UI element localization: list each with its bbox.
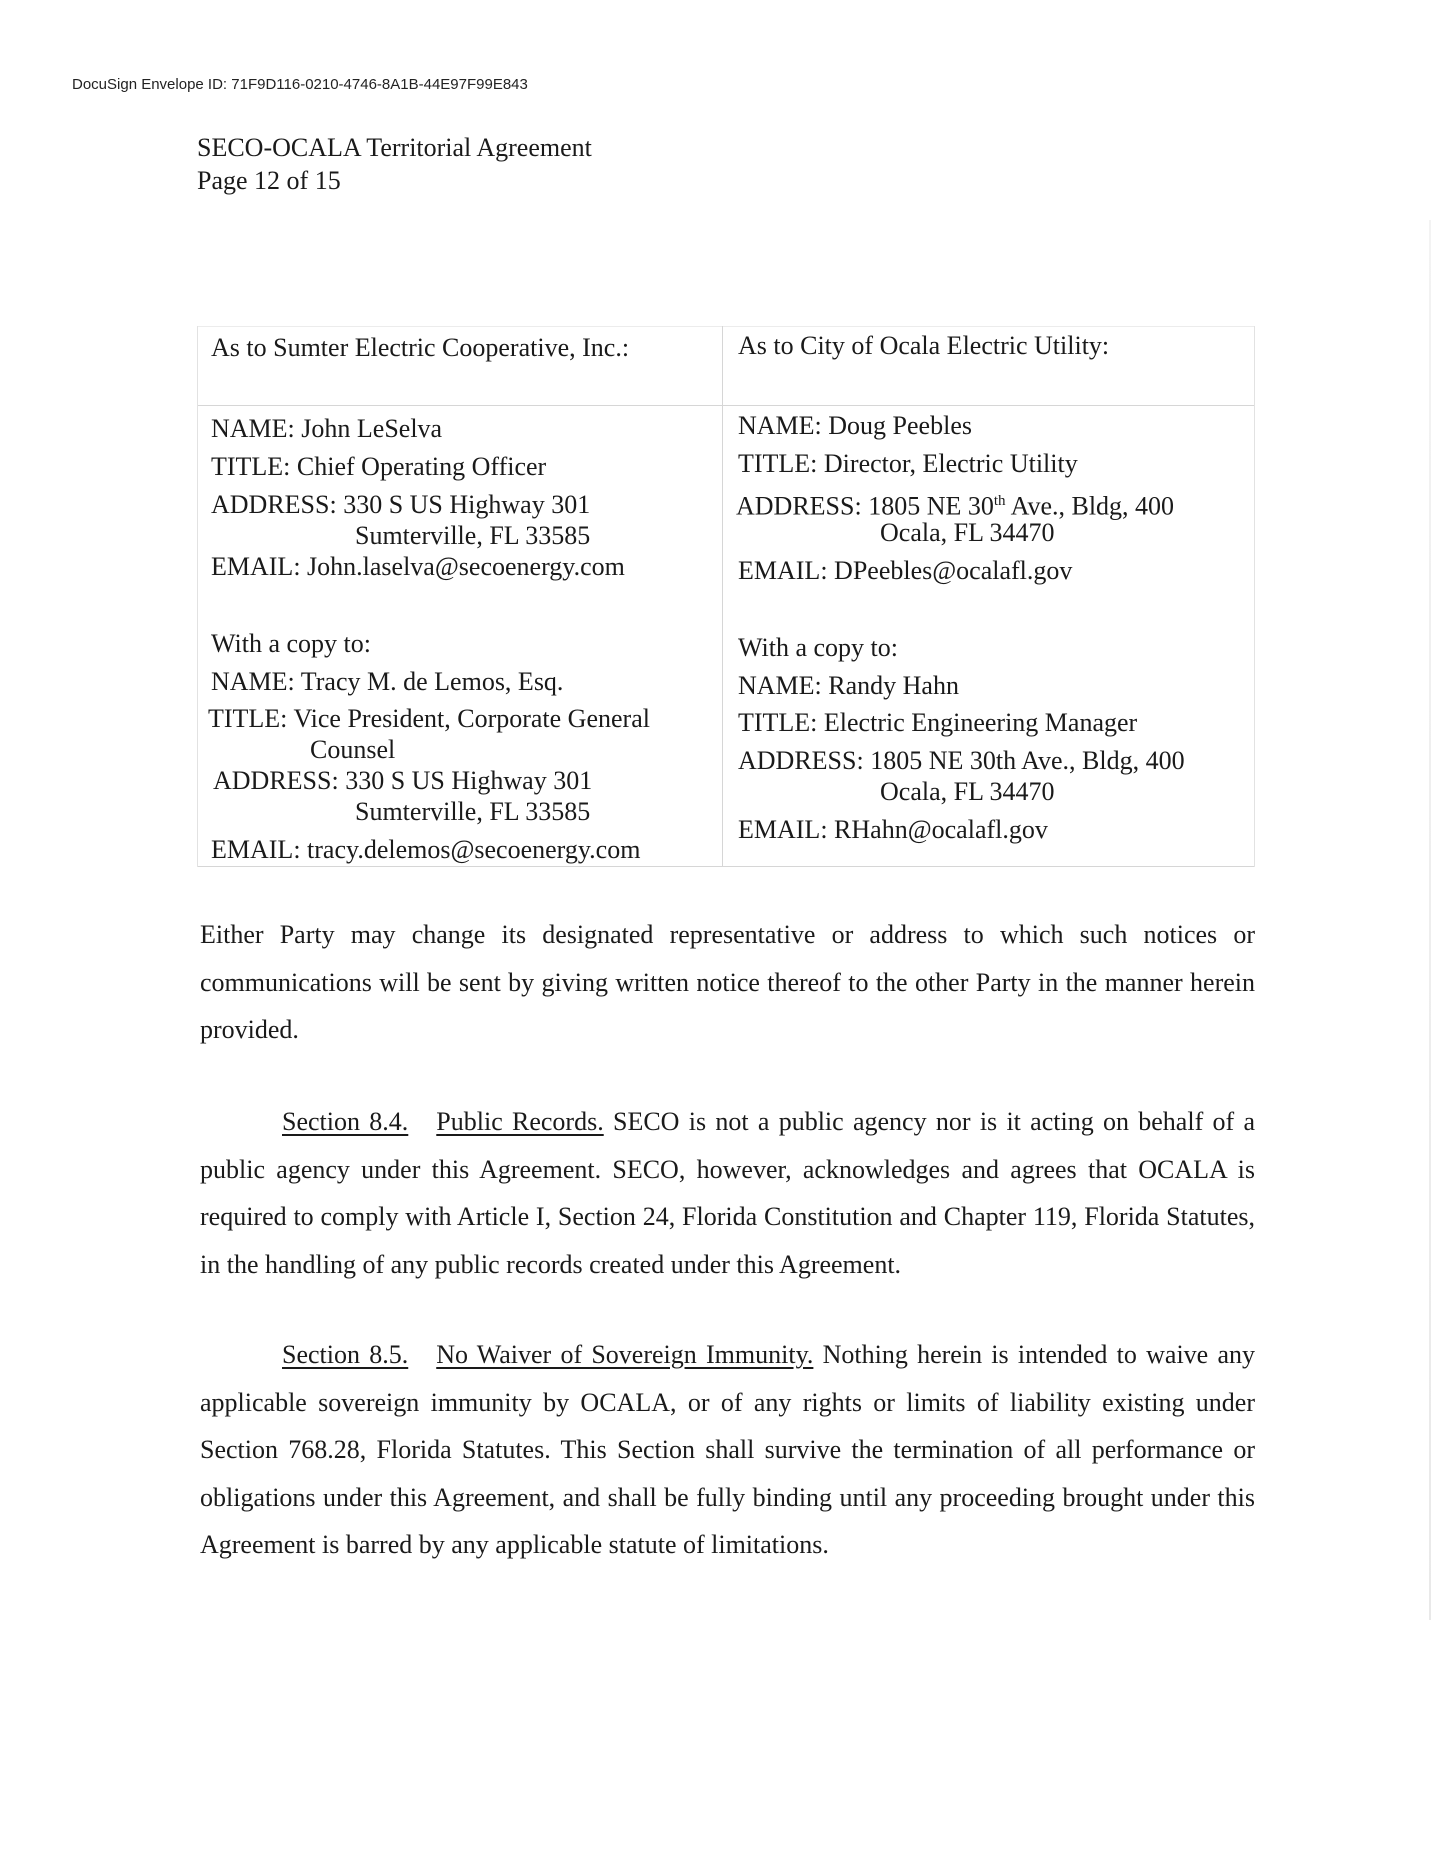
ocala-name: NAME: Doug Peebles [738, 411, 972, 440]
ocala-copy-address-line1: ADDRESS: 1805 NE 30th Ave., Bldg, 400 [738, 746, 1185, 775]
ocala-copy-name: NAME: Randy Hahn [738, 671, 959, 700]
seco-copy-title-line2: Counsel [310, 735, 396, 764]
ocala-email: EMAIL: DPeebles@ocalafl.gov [738, 556, 1073, 585]
seco-address-line2: Sumterville, FL 33585 [355, 521, 591, 550]
table-column-divider [722, 326, 723, 867]
section-8-5-number: Section 8.5. [282, 1340, 409, 1369]
document-title: SECO-OCALA Territorial Agreement [197, 133, 592, 162]
section-8-4-text: SECO is not a public agency nor is it acting on behalf of a public agency under this Agreement. SECO, however, acknowledges and agrees that OCALA is required to comply with Article I, Section 24, Florida Constitution and Chapter 119, Florida Statutes, in the handling of any public records created under this Agreement. [200, 1107, 1255, 1279]
ocala-copy-address-line2: Ocala, FL 34470 [880, 777, 1055, 806]
ocala-title: TITLE: Director, Electric Utility [738, 449, 1078, 478]
seco-copy-address-line2: Sumterville, FL 33585 [355, 797, 591, 826]
seco-name: NAME: John LeSelva [211, 414, 443, 443]
table-bottom-border [197, 866, 1255, 867]
section-8-5-paragraph [200, 1331, 1255, 1569]
ocala-copy-title: TITLE: Electric Engineering Manager [738, 708, 1138, 737]
ocala-copy-label: With a copy to: [738, 633, 898, 662]
ocala-copy-email: EMAIL: RHahn@ocalafl.gov [738, 815, 1048, 844]
ocala-address-line1: ADDRESS: 1805 NE 30th Ave., Bldg, 400 [736, 491, 1175, 521]
ocala-heading: As to City of Ocala Electric Utility: [738, 331, 1110, 360]
section-8-4-number: Section 8.4. [282, 1107, 409, 1136]
seco-heading: As to Sumter Electric Cooperative, Inc.: [211, 333, 630, 362]
table-row-divider [197, 405, 1255, 406]
section-8-4-paragraph [200, 1098, 1255, 1288]
seco-address-line1: ADDRESS: 330 S US Highway 301 [211, 490, 591, 519]
table-left-border [197, 326, 198, 867]
change-representative-paragraph: Either Party may change its designated representative or address to which such notices or communications will be sent by giving written notice thereof to the other Party in the manner herein provided. [200, 920, 1255, 1044]
ocala-address-line2: Ocala, FL 34470 [880, 518, 1055, 547]
seco-copy-title-line1: TITLE: Vice President, Corporate General [208, 704, 650, 733]
seco-copy-name: NAME: Tracy M. de Lemos, Esq. [211, 667, 564, 696]
section-8-5-heading: No Waiver of Sovereign Immunity. [436, 1340, 814, 1369]
page-number: Page 12 of 15 [197, 166, 341, 195]
seco-email: EMAIL: John.laselva@secoenergy.com [211, 552, 625, 581]
seco-copy-label: With a copy to: [211, 629, 371, 658]
table-right-border [1254, 326, 1255, 867]
docusign-envelope-id: DocuSign Envelope ID: 71F9D116-0210-4746-8A1B-44E97F99E843 [72, 76, 528, 93]
section-8-5-text: Nothing herein is intended to waive any applicable sovereign immunity by OCALA, or of any rights or limits of liability existing under Section 768.28, Florida Statutes. This Section shall survive the termination of all performance or obligations under this Agreement, and shall be fully binding until any proceeding brought under this Agreement is barred by any applicable statute of limitations. [200, 1340, 1255, 1559]
seco-copy-address-line1: ADDRESS: 330 S US Highway 301 [213, 766, 593, 795]
seco-title: TITLE: Chief Operating Officer [211, 452, 547, 481]
seco-copy-email: EMAIL: tracy.delemos@secoenergy.com [211, 835, 641, 864]
section-8-4-heading: Public Records. [436, 1107, 604, 1136]
table-top-border [197, 326, 1255, 327]
